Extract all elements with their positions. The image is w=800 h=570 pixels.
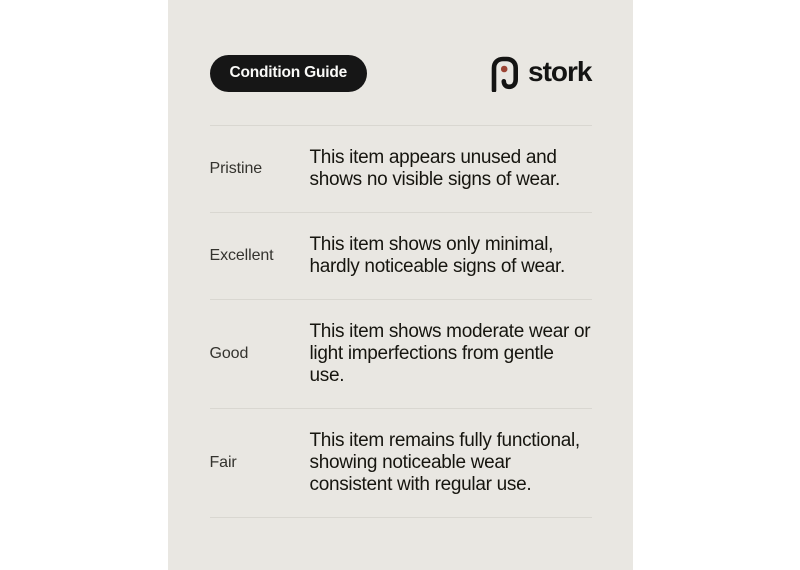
condition-description: This item appears unused and shows no visible signs of wear. <box>309 147 560 190</box>
condition-term: Pristine <box>209 160 263 177</box>
panel-header <box>210 54 592 92</box>
brand-name: stork <box>528 55 592 87</box>
condition-term: Good <box>209 345 249 362</box>
condition-row-good <box>210 299 592 408</box>
stork-logo <box>489 55 591 92</box>
condition-term: Excellent <box>209 247 274 264</box>
condition-guide-panel <box>168 0 633 570</box>
condition-guide-badge: Condition Guide <box>210 55 368 92</box>
condition-description: This item shows moderate wear or light imperfections from gentle use. <box>309 321 591 386</box>
condition-row-pristine <box>210 125 592 212</box>
condition-description: This item remains fully functional, showing noticeable wear consistent with regular use. <box>309 430 580 495</box>
stork-pin-icon <box>489 55 521 92</box>
condition-row-fair <box>210 408 592 518</box>
condition-row-excellent <box>210 212 592 299</box>
condition-list <box>210 125 592 518</box>
logo-dot <box>501 65 508 72</box>
condition-description: This item shows only minimal, hardly noticeable signs of wear. <box>309 234 566 277</box>
condition-term: Fair <box>209 454 237 471</box>
